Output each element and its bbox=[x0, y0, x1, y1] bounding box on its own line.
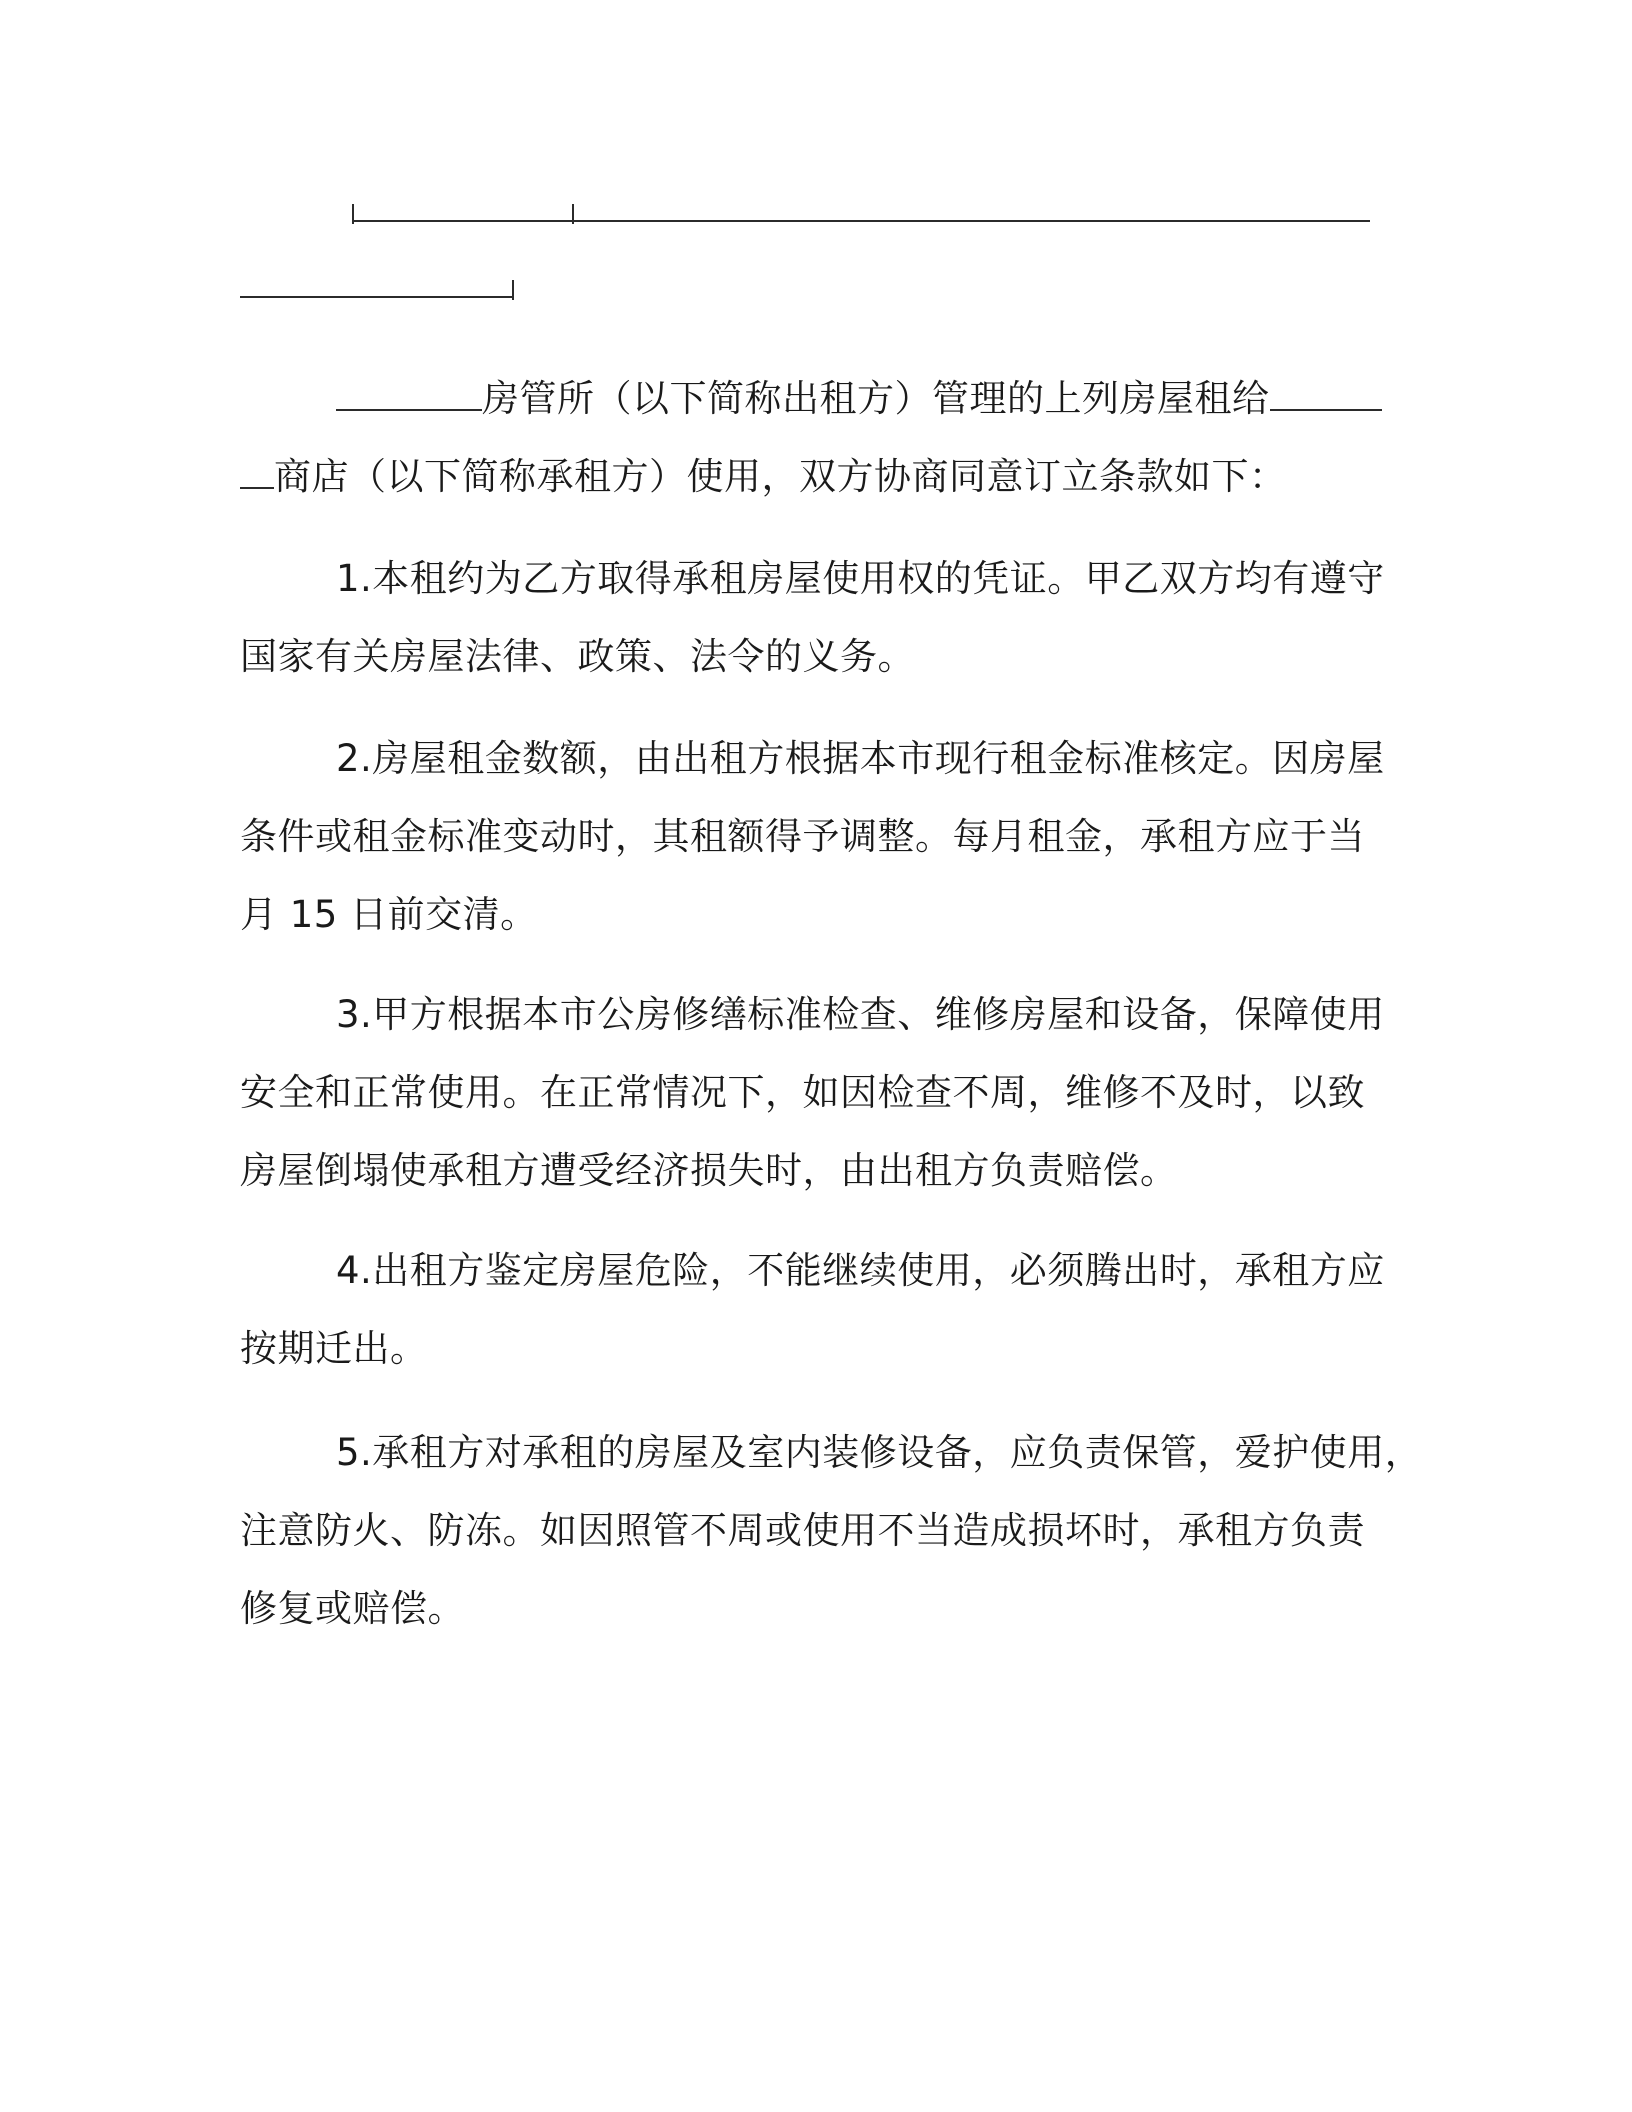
clause-line: 修复或赔偿。 bbox=[240, 1587, 465, 1630]
clause-line: 按期迁出。 bbox=[240, 1327, 428, 1370]
clause-line: 国家有关房屋法律、政策、法令的义务。 bbox=[240, 635, 915, 678]
clause-5 bbox=[240, 1414, 1423, 1648]
form-line-short bbox=[352, 220, 572, 222]
form-line-tick-right bbox=[512, 280, 514, 300]
clause-1 bbox=[240, 540, 1390, 696]
clause-line: 2.房屋租金数额，由出租方根据本市现行租金标准核定。因房屋 bbox=[336, 737, 1385, 780]
intro-line-1 bbox=[240, 360, 1390, 438]
clause-line: 月 15 日前交清。 bbox=[240, 893, 538, 936]
intro-text-1: 房管所（以下简称出租方）管理的上列房屋租给 bbox=[482, 377, 1270, 420]
form-line-second bbox=[240, 296, 512, 298]
intro-line-2 bbox=[240, 438, 1390, 516]
clause-line: 安全和正常使用。在正常情况下，如因检查不周，维修不及时，以致 bbox=[240, 1071, 1365, 1114]
lessor-blank bbox=[336, 379, 482, 411]
clause-4 bbox=[240, 1232, 1390, 1388]
clause-3 bbox=[240, 976, 1390, 1210]
clause-line: 3.甲方根据本市公房修缮标准检查、维修房屋和设备，保障使用 bbox=[336, 993, 1385, 1036]
clause-line: 4.出租方鉴定房屋危险，不能继续使用，必须腾出时，承租方应 bbox=[336, 1249, 1385, 1292]
intro-paragraph bbox=[240, 360, 1390, 516]
form-line-long bbox=[572, 220, 1370, 222]
clause-line: 1.本租约为乙方取得承租房屋使用权的凭证。甲乙双方均有遵守 bbox=[336, 557, 1385, 600]
intro-text-2: 商店（以下简称承租方）使用，双方协商同意订立条款如下： bbox=[274, 455, 1287, 498]
lessee-blank-2 bbox=[240, 457, 274, 489]
clause-2 bbox=[240, 720, 1390, 954]
lessee-blank-1 bbox=[1270, 379, 1382, 411]
clause-line: 注意防火、防冻。如因照管不周或使用不当造成损坏时，承租方负责 bbox=[240, 1509, 1365, 1552]
clause-line: 5.承租方对承租的房屋及室内装修设备，应负责保管，爱护使用， bbox=[336, 1431, 1423, 1474]
clause-line: 房屋倒塌使承租方遭受经济损失时，由出租方负责赔偿。 bbox=[240, 1149, 1178, 1192]
clause-line: 条件或租金标准变动时，其租额得予调整。每月租金，承租方应于当 bbox=[240, 815, 1365, 858]
